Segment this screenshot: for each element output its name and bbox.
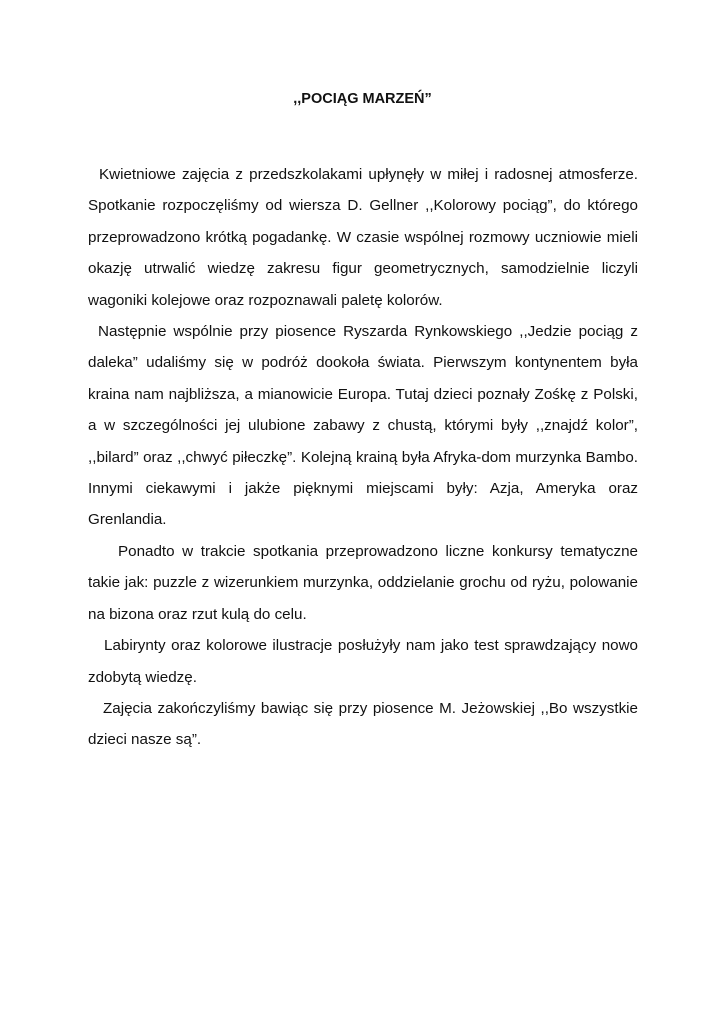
document-title: ,,POCIĄG MARZEŃ” [293,91,432,107]
paragraph-labyrinths: Labirynty oraz kolorowe ilustracje posłużyły nam jako test sprawdzający nowo zdobytą wiedzę. [88,637,638,686]
document-body [88,159,638,756]
paragraph-contests: Ponadto w trakcie spotkania przeprowadzono liczne konkursy tematyczne takie jak: puzzle z wizerunkiem murzynka, oddzielanie grochu od ryżu, polowanie na bizona oraz rzut kulą do celu. [88,542,638,623]
paragraph-closing: Zajęcia zakończyliśmy bawiąc się przy piosence M. Jeżowskiej ,,Bo wszystkie dzieci nasze są”. [88,699,638,749]
paragraph-journey: Następnie wspólnie przy piosence Ryszarda Rynkowskiego ,,Jedzie pociąg z daleka” udaliśmy się w podróż dookoła świata. Pierwszym kontynentem była kraina nam najbliższa, a mianowicie Europa. Tutaj dzieci poznały Zośkę z Polski, a w szczególności jej ulubione zabawy z chustą, którymi były ,,znajdź kolor”, ,,bilard” oraz ,,chwyć piłeczkę”. Kolejną krainą była Afryka-dom murzynka Bambo. Innymi ciekawymi i jakże pięknymi miejscami były: Azja, Ameryka oraz Grenlandia. [88,323,638,529]
paragraph-intro: Kwietniowe zajęcia z przedszkolakami upłynęły w miłej i radosnej atmosferze. Spotkanie rozpoczęliśmy od wiersza D. Gellner ,,Kolorowy pociąg”, do którego przeprowadzono krótką pogadankę. W czasie wspólnej rozmowy uczniowie mieli okazję utrwalić wiedzę zakresu figur geometrycznych, samodzielnie liczyli wagoniki kolejowe oraz rozpoznawali paletę kolorów. [88,166,638,309]
